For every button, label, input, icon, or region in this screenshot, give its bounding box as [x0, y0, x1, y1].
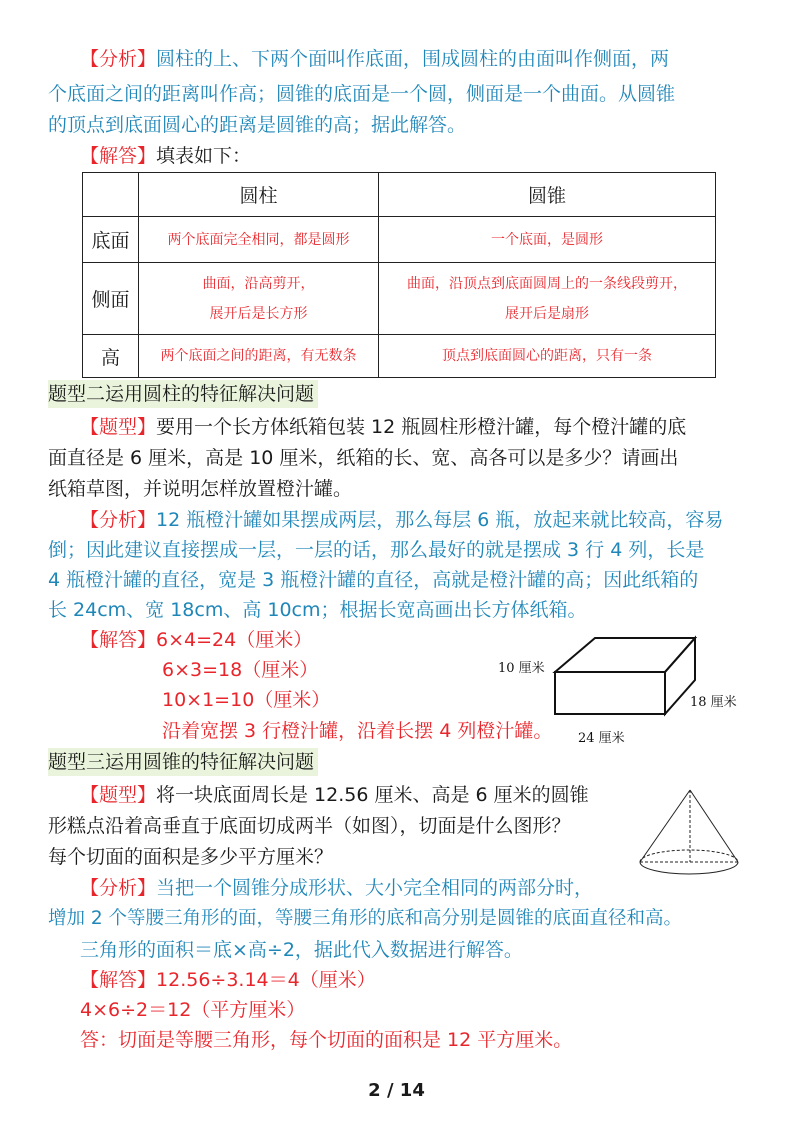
section-heading-2: 题型二运用圆柱的特征解决问题: [48, 380, 318, 408]
table-row: [83, 217, 716, 263]
analysis-text: 圆柱的上、下两个面叫作底面，围成圆柱的由面叫作侧面，两: [156, 48, 670, 70]
sec2-analysis-line-3: 4 瓶橙汁罐的直径，宽是 3 瓶橙汁罐的直径，高就是橙汁罐的高；因此纸箱的: [48, 569, 699, 591]
column-header-cone: 圆锥: [379, 173, 716, 217]
cell-line: 展开后是扇形: [505, 305, 589, 322]
answer-text: 12.56÷3.14＝4（厘米）: [156, 969, 376, 991]
sec3-answer-line-1: [80, 965, 376, 995]
analysis-tag: 【分析】: [80, 48, 157, 70]
analysis-text: 当把一个圆锥分成形状、大小完全相同的两部分时，: [156, 877, 594, 899]
sec3-problem-line-3: 每个切面的面积是多少平方厘米？: [48, 846, 334, 868]
sec2-problem-line-1: [80, 412, 686, 442]
sec2-problem-line-2: 面直径是 6 厘米，高是 10 厘米，纸箱的长、宽、高各可以是多少？请画出: [48, 447, 679, 469]
sec2-problem-line-3: 纸箱草图，并说明怎样放置橙汁罐。: [48, 478, 353, 500]
cell-height-cone: 顶点到底面圆心的距离，只有一条: [379, 335, 716, 378]
page-number: 2 / 14: [368, 1080, 425, 1101]
cell-line: 曲面，沿顶点到底面圆周上的一条线段剪开，: [407, 275, 687, 292]
problem-tag: 【题型】: [80, 416, 157, 438]
box-sketch-figure: [490, 630, 750, 750]
section-heading-3: 题型三运用圆锥的特征解决问题: [48, 748, 318, 776]
box-label-height: 10 厘米: [498, 661, 545, 676]
answer-text: 填表如下：: [156, 145, 252, 167]
cell-side-cone: [379, 263, 716, 335]
sec1-analysis-line-2: 个底面之间的距离叫作高；圆锥的底面是一个圆，侧面是一个曲面。从圆锥: [48, 83, 676, 105]
cell-line: 曲面，沿高剪开，: [202, 275, 315, 292]
answer-tag: 【解答】: [80, 145, 157, 167]
cone-base-front: [640, 862, 738, 874]
table-row: [83, 263, 716, 335]
answer-tag: 【解答】: [80, 969, 157, 991]
sec3-analysis-line-2: 增加 2 个等腰三角形的面，等腰三角形的底和高分别是圆锥的底面直径和高。: [48, 908, 683, 929]
cell-base-cone: 一个底面，是圆形: [379, 217, 716, 263]
sec2-answer-line-1: [80, 625, 312, 655]
sec2-analysis-line-1: [80, 505, 723, 535]
cell-base-cylinder: 两个底面完全相同，都是圆形: [139, 217, 379, 263]
box-label-width: 18 厘米: [690, 695, 737, 710]
cone-base-back: [640, 850, 738, 862]
sec3-problem-line-2: 形糕点沿着高垂直于底面切成两半（如图），切面是什么图形？: [48, 815, 571, 837]
analysis-tag: 【分析】: [80, 877, 157, 899]
box-front-face: [555, 672, 665, 714]
cone-left-edge: [640, 790, 690, 862]
cell-height-cylinder: 两个底面之间的距离，有无数条: [139, 335, 379, 378]
table-corner-cell: [83, 173, 139, 217]
box-top-face: [555, 638, 695, 672]
sec3-problem-line-1: [80, 780, 589, 810]
sec2-analysis-line-2: 倒；因此建议直接摆成一层，一层的话，那么最好的就是摆成 3 行 4 列，长是: [48, 539, 705, 561]
column-header-cylinder: 圆柱: [139, 173, 379, 217]
sec1-analysis-line-3: 的顶点到底面圆心的距离是圆锥的高；据此解答。: [48, 114, 467, 136]
problem-tag: 【题型】: [80, 784, 157, 806]
sec3-answer-line-2: 4×6÷2＝12（平方厘米）: [80, 999, 306, 1021]
sec3-analysis-line-1: [80, 873, 593, 903]
sec2-answer-line-2: 6×3=18（厘米）: [162, 659, 319, 681]
problem-text: 要用一个长方体纸箱包装 12 瓶圆柱形橙汁罐，每个橙汁罐的底: [156, 416, 687, 438]
table-header-row: [83, 173, 716, 217]
sec2-answer-line-3: 10×1=10（厘米）: [162, 689, 331, 711]
answer-tag: 【解答】: [80, 629, 157, 651]
answer-text: 6×4=24（厘米）: [156, 629, 313, 651]
row-label-side: 侧面: [83, 263, 139, 335]
sec3-answer-line-3: 答：切面是等腰三角形，每个切面的面积是 12 平方厘米。: [80, 1029, 573, 1051]
row-label-base: 底面: [83, 217, 139, 263]
sec3-analysis-line-3: 三角形的面积＝底×高÷2，据此代入数据进行解答。: [80, 939, 523, 961]
sec2-analysis-line-4: 长 24cm、宽 18cm、高 10cm；根据长宽高画出长方体纸箱。: [48, 599, 587, 621]
table-row: [83, 335, 716, 378]
sec2-answer-line-4: 沿着宽摆 3 行橙汁罐，沿着长摆 4 列橙汁罐。: [162, 720, 553, 742]
box-label-length: 24 厘米: [578, 731, 625, 746]
cell-line: 展开后是长方形: [209, 305, 308, 322]
analysis-text: 12 瓶橙汁罐如果摆成两层，那么每层 6 瓶，放起来就比较高，容易: [156, 509, 724, 531]
cell-side-cylinder: [139, 263, 379, 335]
analysis-tag: 【分析】: [80, 509, 157, 531]
sec1-answer-line: [80, 141, 251, 171]
row-label-height: 高: [83, 335, 139, 378]
comparison-table: [82, 172, 716, 378]
cone-sketch-figure: [634, 784, 744, 884]
sec1-analysis-line-1: [80, 44, 669, 74]
problem-text: 将一块底面周长是 12.56 厘米、高是 6 厘米的圆锥: [156, 784, 589, 806]
